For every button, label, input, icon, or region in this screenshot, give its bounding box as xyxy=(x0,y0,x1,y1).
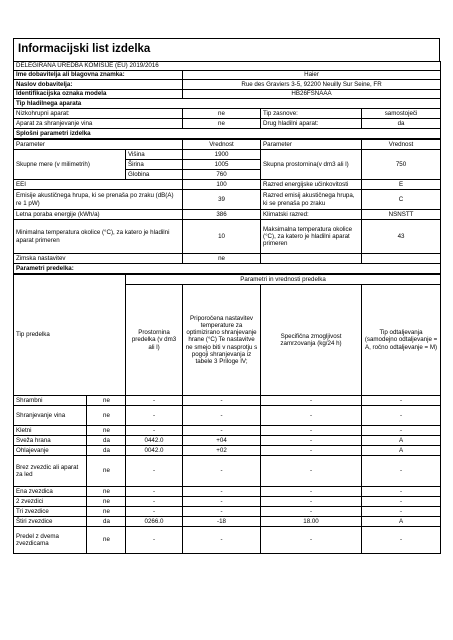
compartment-volume: - xyxy=(126,487,183,497)
supplier-table xyxy=(13,61,441,139)
noise-emission-label: Emisije akustičnega hrupa, ki se prenaša po zraku (dB(A) re 1 pW) xyxy=(14,190,183,210)
other-appliance-value: da xyxy=(362,119,441,129)
annual-energy-label: Letna poraba energije (kWh/a) xyxy=(14,210,183,220)
compartment-freezing-capacity: - xyxy=(261,426,362,436)
compartment-freezing-capacity: - xyxy=(261,436,362,446)
eei-value: 100 xyxy=(183,180,261,190)
compartment-freezing-capacity: - xyxy=(261,507,362,517)
compartment-volume: 0266.0 xyxy=(126,517,183,527)
supplier-address-value: Rue des Graviers 3-5, 92200 Neuilly Sur Seine, FR xyxy=(183,80,441,90)
compartment-volume: - xyxy=(126,507,183,517)
compartment-volume: - xyxy=(126,456,183,487)
compartment-name: Brez zvezdic ali aparat za led xyxy=(14,456,87,487)
compartment-temperature: - xyxy=(183,487,261,497)
compartment-name: Kletni xyxy=(14,426,87,436)
model-identifier-label: Identifikacijska oznaka modela xyxy=(14,90,183,99)
general-parameters-table xyxy=(13,139,441,274)
compartment-defrost-type: - xyxy=(362,487,441,497)
energy-class-value: E xyxy=(362,180,441,190)
freezing-capacity-header: Specifična zmogljivost zamrzovanja (kg/24 h) xyxy=(261,285,362,396)
wine-storage-label: Aparat za shranjevanje vina xyxy=(14,119,183,129)
compartment-present: ne xyxy=(87,497,126,507)
compartment-name: Predel z dvema zvezdicama xyxy=(14,527,87,554)
height-value: 1900 xyxy=(183,150,261,160)
max-ambient-temp-value: 43 xyxy=(362,220,441,254)
compartment-temperature-header: Priporočena nastavitev temperature za optimizirano shranjevanje hrane (°C) Te nastavitve ne smejo biti v nasprotju s pogoji shranjevanja iz tabele 3 Priloge IV; xyxy=(183,285,261,396)
width-label: Širina xyxy=(126,160,183,170)
column-header-value-2: Vrednost xyxy=(362,140,441,150)
compartment-name: Ena zvezdica xyxy=(14,487,87,497)
total-volume-label: Skupna prostornina(v dm3 ali l) xyxy=(261,150,362,180)
supplier-name-label: Ime dobavitelja ali blagovna znamka: xyxy=(14,71,183,80)
compartment-present: ne xyxy=(87,507,126,517)
general-parameters-heading: Splošni parametri izdelka xyxy=(14,129,441,139)
depth-label: Globina xyxy=(126,170,183,180)
low-noise-value: ne xyxy=(183,109,261,119)
compartment-volume: - xyxy=(126,497,183,507)
compartment-temperature: - xyxy=(183,527,261,554)
compartment-volume: 0042.0 xyxy=(126,446,183,456)
compartment-volume: 0442.0 xyxy=(126,436,183,446)
compartment-row xyxy=(14,456,441,487)
model-identifier-value: HB26FSNAAA xyxy=(183,90,441,99)
compartment-defrost-type: - xyxy=(362,426,441,436)
compartment-freezing-capacity: - xyxy=(261,456,362,487)
compartment-temperature: - xyxy=(183,426,261,436)
compartment-present: ne xyxy=(87,396,126,406)
compartment-volume: - xyxy=(126,527,183,554)
compartment-defrost-type: - xyxy=(362,507,441,517)
winter-setting-label: Zimska nastavitev xyxy=(14,254,183,264)
compartment-freezing-capacity: - xyxy=(261,446,362,456)
column-header-parameter-2: Parameter xyxy=(261,140,362,150)
compartment-present: ne xyxy=(87,406,126,426)
design-type-value: samostoječi xyxy=(362,109,441,119)
compartment-volume-header: Prostornina predelka (v dm3 ali l) xyxy=(126,285,183,396)
compartment-row xyxy=(14,426,441,436)
compartment-defrost-type: A xyxy=(362,517,441,527)
eei-label: EEI xyxy=(14,180,183,190)
compartment-table xyxy=(13,274,441,554)
climate-class-label: Klimatski razred: xyxy=(261,210,362,220)
low-noise-label: Nizkohrupni aparat: xyxy=(14,109,183,119)
compartment-present: da xyxy=(87,436,126,446)
compartment-row xyxy=(14,507,441,517)
compartment-group-header: Parametri in vrednosti predelka xyxy=(126,275,441,285)
compartment-name: Štiri zvezdice xyxy=(14,517,87,527)
max-ambient-temp-label: Maksimalna temperatura okolice (°C), za katero je hladilni aparat primeren xyxy=(261,220,362,254)
compartment-defrost-type: - xyxy=(362,497,441,507)
column-header-value: Vrednost xyxy=(183,140,261,150)
compartment-name: Shrambni xyxy=(14,396,87,406)
design-type-label: Tip zasnove: xyxy=(261,109,362,119)
compartment-temperature: - xyxy=(183,507,261,517)
compartment-defrost-type: A xyxy=(362,436,441,446)
compartment-name: Ohlajevanje xyxy=(14,446,87,456)
compartment-type-header: Tip predelka xyxy=(14,275,126,396)
regulation-reference: DELEGIRANA UREDBA KOMISIJE (EU) 2019/2016 xyxy=(14,62,441,71)
compartment-defrost-type: - xyxy=(362,456,441,487)
compartment-temperature: +02 xyxy=(183,446,261,456)
width-value: 1005 xyxy=(183,160,261,170)
compartment-row xyxy=(14,497,441,507)
total-volume-value: 750 xyxy=(362,150,441,180)
compartment-present: da xyxy=(87,517,126,527)
compartment-temperature: - xyxy=(183,497,261,507)
compartment-freezing-capacity: - xyxy=(261,487,362,497)
compartment-defrost-type: A xyxy=(362,446,441,456)
product-information-sheet xyxy=(13,38,440,554)
compartment-freezing-capacity: - xyxy=(261,497,362,507)
compartment-temperature: - xyxy=(183,396,261,406)
noise-class-value: C xyxy=(362,190,441,210)
noise-class-label: Razred emisij akustičnega hrupa, ki se prenaša po zraku xyxy=(261,190,362,210)
compartment-present: ne xyxy=(87,426,126,436)
compartment-freezing-capacity: - xyxy=(261,406,362,426)
min-ambient-temp-label: Minimalna temperatura okolice (°C), za katero je hladilni aparat primeren xyxy=(14,220,183,254)
sheet-title: Informacijski list izdelka xyxy=(13,38,440,61)
compartment-freezing-capacity: - xyxy=(261,527,362,554)
compartment-present: ne xyxy=(87,527,126,554)
compartment-parameters-heading: Parametri predelka: xyxy=(14,264,441,274)
compartment-present: ne xyxy=(87,487,126,497)
overall-dimensions-label: Skupne mere (v milimetrih) xyxy=(14,150,126,180)
compartment-temperature: -18 xyxy=(183,517,261,527)
compartment-name: Sveža hrana xyxy=(14,436,87,446)
depth-value: 760 xyxy=(183,170,261,180)
other-appliance-label: Drug hladilni aparat: xyxy=(261,119,362,129)
compartment-row xyxy=(14,436,441,446)
noise-emission-value: 39 xyxy=(183,190,261,210)
min-ambient-temp-value: 10 xyxy=(183,220,261,254)
compartment-row xyxy=(14,406,441,426)
compartment-name: Shranjevanje vina xyxy=(14,406,87,426)
supplier-address-label: Naslov dobavitelja: xyxy=(14,80,183,90)
compartment-volume: - xyxy=(126,426,183,436)
compartment-freezing-capacity: 18.00 xyxy=(261,517,362,527)
energy-class-label: Razred energijske učinkovitosti xyxy=(261,180,362,190)
compartment-volume: - xyxy=(126,406,183,426)
compartment-defrost-type: - xyxy=(362,527,441,554)
compartment-row xyxy=(14,487,441,497)
compartment-row xyxy=(14,517,441,527)
defrost-type-header: Tip odtaljevanja (samodejno odtaljevanje = A, ročno odtaljevanje = M) xyxy=(362,285,441,396)
height-label: Višina xyxy=(126,150,183,160)
compartment-row xyxy=(14,396,441,406)
compartment-temperature: - xyxy=(183,456,261,487)
supplier-name-value: Haier xyxy=(183,71,441,80)
annual-energy-value: 386 xyxy=(183,210,261,220)
compartment-row xyxy=(14,446,441,456)
winter-setting-value: ne xyxy=(183,254,261,264)
climate-class-value: NSNSTT xyxy=(362,210,441,220)
compartment-defrost-type: - xyxy=(362,406,441,426)
compartment-present: da xyxy=(87,446,126,456)
compartment-volume: - xyxy=(126,396,183,406)
compartment-temperature: +04 xyxy=(183,436,261,446)
column-header-parameter: Parameter xyxy=(14,140,183,150)
appliance-type-heading: Tip hladilnega aparata xyxy=(14,99,441,109)
compartment-defrost-type: - xyxy=(362,396,441,406)
compartment-name: 2 zvezdici xyxy=(14,497,87,507)
compartment-rows xyxy=(14,396,441,554)
compartment-row xyxy=(14,527,441,554)
compartment-name: Tri zvezdice xyxy=(14,507,87,517)
compartment-present: ne xyxy=(87,456,126,487)
compartment-temperature: - xyxy=(183,406,261,426)
wine-storage-value: ne xyxy=(183,119,261,129)
compartment-freezing-capacity: - xyxy=(261,396,362,406)
